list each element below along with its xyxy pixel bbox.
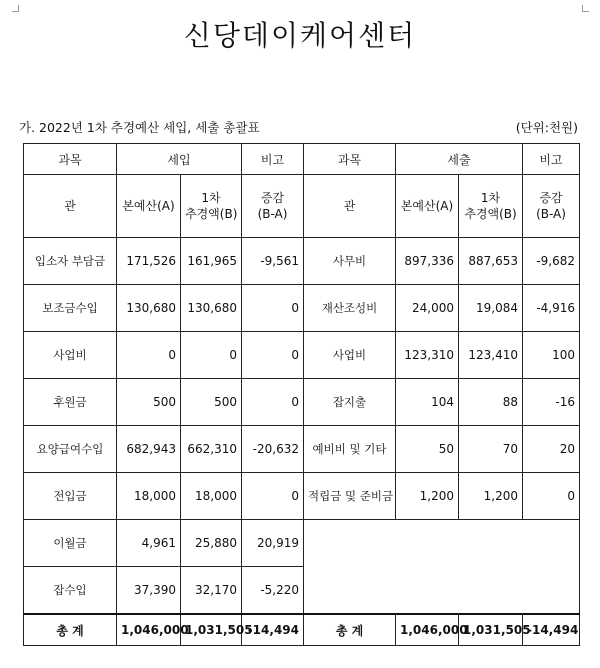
expense-item: 적립금 및 준비금 <box>304 473 396 520</box>
expense-item: 재산조성비 <box>304 285 396 332</box>
subheader-revised-line1: 1차 <box>480 191 501 205</box>
expense-original: 50 <box>396 426 459 473</box>
header-row <box>24 144 580 175</box>
expense-revised: 1,200 <box>459 473 523 520</box>
subheader-diff-line1: 증감 <box>539 191 563 205</box>
expense-original: 123,310 <box>396 332 459 379</box>
expense-item: 예비비 및 기타 <box>304 426 396 473</box>
expense-diff: -16 <box>523 379 580 426</box>
income-revised: 18,000 <box>181 473 242 520</box>
income-original: 4,961 <box>117 520 181 567</box>
expense-empty-area <box>304 520 580 615</box>
income-revised: 25,880 <box>181 520 242 567</box>
income-item: 잡수입 <box>24 567 117 615</box>
income-item: 이월금 <box>24 520 117 567</box>
expense-diff: 0 <box>523 473 580 520</box>
page-title: 신당데이케어센터 <box>183 19 417 52</box>
header-gwamok-income: 과목 <box>24 144 117 175</box>
subheader-gwan-expense: 관 <box>304 175 396 238</box>
income-total-original: 1,046,000 <box>117 614 181 646</box>
table-row <box>24 473 580 520</box>
subheader-diff-line2: (B-A) <box>536 207 566 221</box>
expense-original: 1,200 <box>396 473 459 520</box>
income-revised: 0 <box>181 332 242 379</box>
header-expense: 세출 <box>396 144 523 175</box>
page-corner-marker-left <box>12 5 19 12</box>
expense-original: 897,336 <box>396 238 459 285</box>
income-original: 171,526 <box>117 238 181 285</box>
total-row <box>24 614 580 646</box>
expense-revised: 123,410 <box>459 332 523 379</box>
income-original: 0 <box>117 332 181 379</box>
income-revised: 32,170 <box>181 567 242 615</box>
subheader-revised-line2: 추경액(B) <box>464 207 517 221</box>
income-revised: 500 <box>181 379 242 426</box>
income-original: 130,680 <box>117 285 181 332</box>
expense-diff: 100 <box>523 332 580 379</box>
subheader-revised-line1: 1차 <box>201 191 221 205</box>
income-item: 후원금 <box>24 379 117 426</box>
income-diff: 0 <box>242 332 304 379</box>
expense-revised: 70 <box>459 426 523 473</box>
subheader-diff-line1: 증감 <box>260 191 285 205</box>
table-row <box>24 520 580 567</box>
expense-total-label: 총 계 <box>304 614 396 646</box>
expense-diff: -9,682 <box>523 238 580 285</box>
expense-item: 잡지출 <box>304 379 396 426</box>
income-total-revised: 1,031,505 <box>181 614 242 646</box>
subheader-revised-expense <box>459 175 523 238</box>
header-remarks-expense: 비고 <box>523 144 580 175</box>
income-diff: 0 <box>242 379 304 426</box>
table-row <box>24 332 580 379</box>
subheader-row <box>24 175 580 238</box>
table-caption: 가. 2022년 1차 추경예산 세입, 세출 총괄표 <box>19 120 260 135</box>
subheader-gwan-income: 관 <box>24 175 117 238</box>
expense-total-original: 1,046,000 <box>396 614 459 646</box>
header-remarks-income: 비고 <box>242 144 304 175</box>
expense-original: 24,000 <box>396 285 459 332</box>
subheader-revised-income <box>181 175 242 238</box>
income-item: 전입금 <box>24 473 117 520</box>
expense-item: 사무비 <box>304 238 396 285</box>
budget-summary-table <box>23 143 580 646</box>
subheader-diff-income <box>242 175 304 238</box>
income-diff: 0 <box>242 473 304 520</box>
income-total-label: 총 계 <box>24 614 117 646</box>
income-diff: 20,919 <box>242 520 304 567</box>
subheader-original-expense: 본예산(A) <box>396 175 459 238</box>
income-original: 500 <box>117 379 181 426</box>
table-row <box>24 379 580 426</box>
income-diff: -20,632 <box>242 426 304 473</box>
subheader-revised-line2: 추경액(B) <box>185 207 238 221</box>
subheader-diff-expense <box>523 175 580 238</box>
income-diff: -9,561 <box>242 238 304 285</box>
expense-revised: 887,653 <box>459 238 523 285</box>
income-revised: 161,965 <box>181 238 242 285</box>
income-original: 682,943 <box>117 426 181 473</box>
income-item: 요양급여수입 <box>24 426 117 473</box>
expense-original: 104 <box>396 379 459 426</box>
expense-diff: 20 <box>523 426 580 473</box>
income-diff: -5,220 <box>242 567 304 615</box>
table-row <box>24 285 580 332</box>
header-gwamok-expense: 과목 <box>304 144 396 175</box>
page-corner-marker-right <box>582 5 589 12</box>
income-revised: 662,310 <box>181 426 242 473</box>
income-revised: 130,680 <box>181 285 242 332</box>
expense-diff: -4,916 <box>523 285 580 332</box>
income-original: 37,390 <box>117 567 181 615</box>
income-original: 18,000 <box>117 473 181 520</box>
income-item: 보조금수입 <box>24 285 117 332</box>
subheader-original-income: 본예산(A) <box>117 175 181 238</box>
expense-revised: 19,084 <box>459 285 523 332</box>
expense-revised: 88 <box>459 379 523 426</box>
expense-total-revised: 1,031,505 <box>459 614 523 646</box>
expense-total-diff: -14,494 <box>523 614 580 646</box>
header-income: 세입 <box>117 144 242 175</box>
table-row <box>24 238 580 285</box>
unit-label: (단위:천원) <box>515 120 578 135</box>
income-item: 사업비 <box>24 332 117 379</box>
income-item: 입소자 부담금 <box>24 238 117 285</box>
subheader-diff-line2: (B-A) <box>257 207 288 221</box>
income-diff: 0 <box>242 285 304 332</box>
table-row <box>24 426 580 473</box>
expense-item: 사업비 <box>304 332 396 379</box>
income-total-diff: -14,494 <box>242 614 304 646</box>
